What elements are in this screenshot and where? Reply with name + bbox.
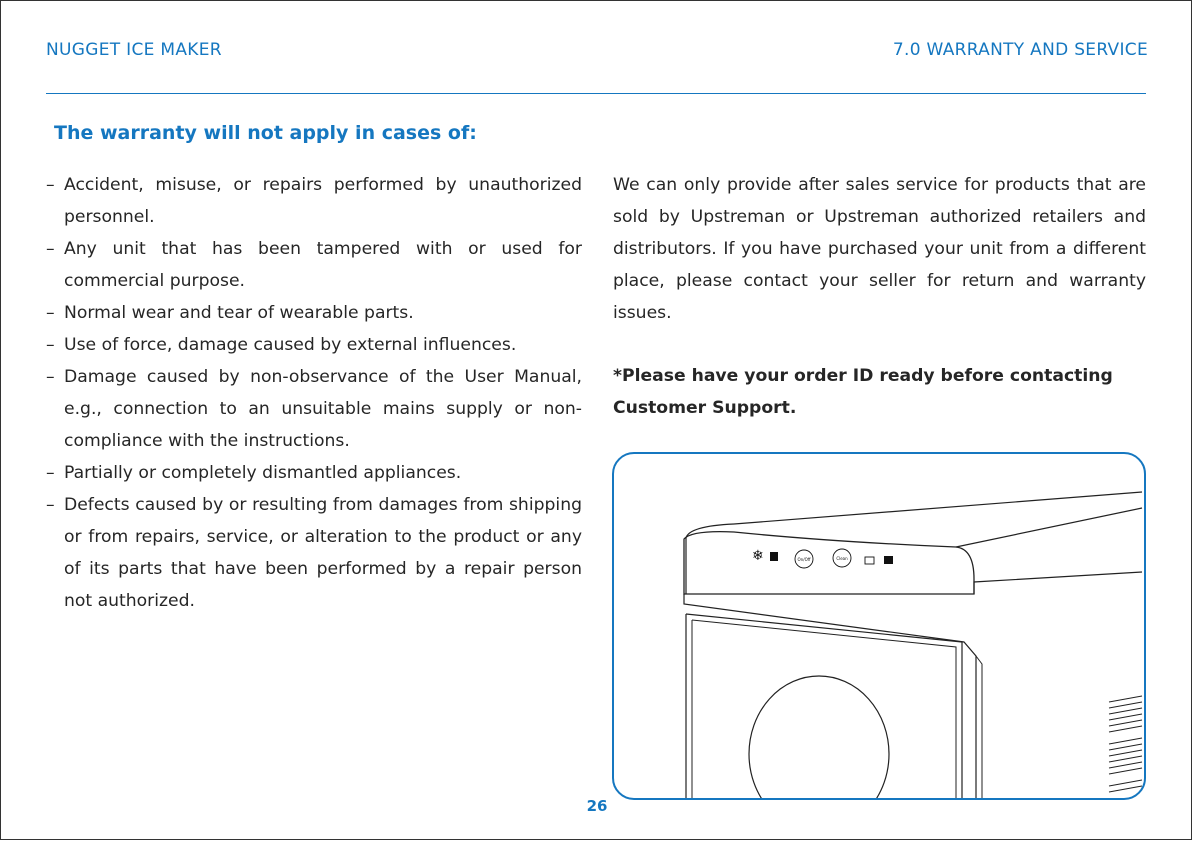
lid-top-edge bbox=[734, 492, 1142, 524]
control-panel-lid bbox=[684, 532, 974, 594]
warranty-exclusions-heading: The warranty will not apply in cases of: bbox=[54, 122, 477, 144]
order-id-note: *Please have your order ID ready before contacting Customer Support. bbox=[613, 366, 1113, 418]
exclusion-text: Normal wear and tear of wearable parts. bbox=[64, 303, 414, 323]
page-number: 26 bbox=[586, 797, 608, 815]
door-panel-edge bbox=[686, 614, 962, 798]
after-sales-service-paragraph: We can only provide after sales service for products that are sold by Upstreman or Upstreman authorized retailers and distributors. If you have purchased your unit from a different place, please contact your seller for return and warranty issues. bbox=[613, 175, 1146, 323]
door-panel-inner bbox=[692, 620, 956, 798]
body-side-line bbox=[976, 656, 982, 798]
header-section-title: 7.0 WARRANTY AND SERVICE bbox=[892, 40, 1148, 60]
exclusion-text: Accident, misuse, or repairs performed by unauthorized personnel. bbox=[64, 175, 582, 227]
exclusion-item bbox=[46, 233, 582, 297]
list-dash: – bbox=[46, 463, 55, 483]
header-product-name: NUGGET ICE MAKER bbox=[46, 40, 222, 60]
exclusion-text: Damage caused by non-observance of the User Manual, e.g., connection to an unsuitable mains supply or non-compliance with the instructions. bbox=[64, 367, 582, 451]
lid-side-line bbox=[974, 572, 1142, 594]
door-frame-top bbox=[684, 594, 976, 798]
exclusion-text: Use of force, damage caused by external influences. bbox=[64, 335, 517, 355]
warranty-exclusions-list bbox=[46, 169, 582, 617]
door-window bbox=[749, 676, 889, 798]
exclusion-text: Any unit that has been tampered with or used for commercial purpose. bbox=[64, 239, 582, 291]
list-dash: – bbox=[46, 335, 55, 355]
lid-front-curve bbox=[686, 524, 734, 538]
list-dash: – bbox=[46, 175, 55, 195]
list-dash: – bbox=[46, 367, 55, 387]
list-dash: – bbox=[46, 303, 55, 323]
exclusion-item bbox=[46, 457, 582, 489]
exclusion-item bbox=[46, 361, 582, 457]
exclusion-item bbox=[46, 329, 609, 361]
lid-right-edge bbox=[956, 508, 1142, 547]
ice-maker-illustration bbox=[612, 452, 1146, 800]
list-dash: – bbox=[46, 495, 55, 515]
basket-full-icon bbox=[884, 556, 893, 564]
list-dash: – bbox=[46, 239, 55, 259]
exclusion-text: Partially or completely dismantled appliances. bbox=[64, 463, 462, 483]
ice-maker-line-drawing bbox=[614, 454, 1144, 798]
water-indicator-icon bbox=[865, 557, 874, 564]
on-off-label: On/Off bbox=[797, 557, 811, 562]
ice-icon: ❄ bbox=[752, 548, 764, 564]
exclusion-item bbox=[46, 297, 582, 329]
clean-label: Clean bbox=[836, 556, 848, 561]
exclusion-text: Defects caused by or resulting from damages from shipping or from repairs, service, or alteration to the product or any of its parts that have been performed by a repair person not authorized. bbox=[64, 495, 582, 611]
cup-icon bbox=[770, 552, 778, 561]
header-divider bbox=[46, 93, 1146, 94]
side-vents bbox=[1109, 696, 1142, 792]
exclusion-item bbox=[46, 169, 582, 233]
exclusion-item bbox=[46, 489, 582, 617]
